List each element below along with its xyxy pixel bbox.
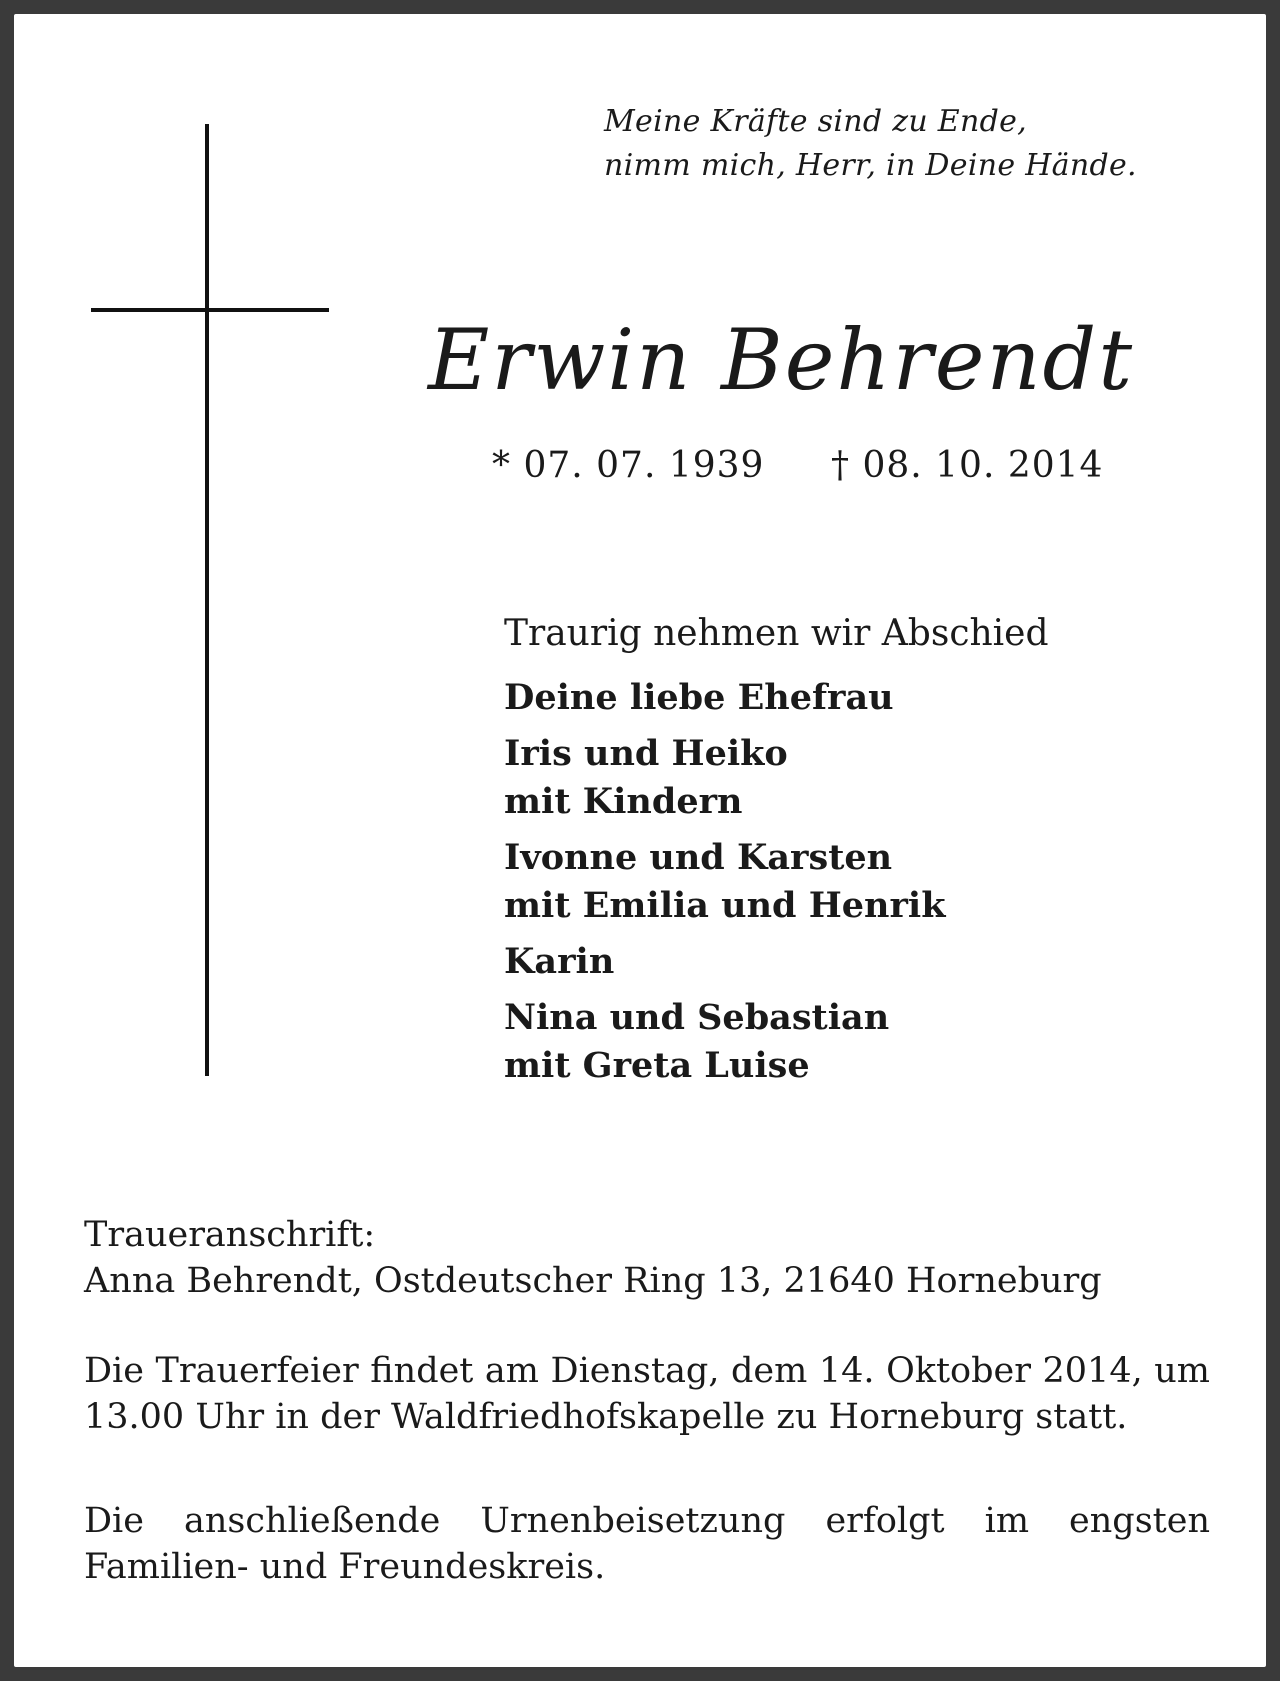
burial-info: Die anschließende Urnenbeisetzung erfolgt im engsten Familien- und Freundeskreis.	[84, 1501, 1210, 1587]
mourner-entry: Iris und Heiko mit Kindern	[504, 733, 788, 822]
mourner-entry: Deine liebe Ehefrau	[504, 677, 894, 718]
farewell-line: Traurig nehmen wir Abschied	[504, 613, 1049, 654]
ceremony-info: Die Trauerfeier findet am Dienstag, dem 14. Oktober 2014, um 13.00 Uhr in der Waldfriedhofskapelle zu Horneburg statt.	[84, 1351, 1210, 1437]
obituary-notice	[14, 14, 1266, 1667]
address-label: Traueranschrift:	[84, 1215, 376, 1255]
cross-icon-crossbar	[91, 308, 329, 312]
cross-icon	[205, 124, 209, 1076]
mourner-entry: Nina und Sebastian mit Greta Luise	[504, 997, 890, 1086]
mourner-entry: Ivonne und Karsten mit Emilia und Henrik	[504, 837, 946, 926]
address-text: Anna Behrendt, Ostdeutscher Ring 13, 21640 Horneburg	[84, 1261, 1102, 1301]
death-date: † 08. 10. 2014	[831, 445, 1104, 486]
mourners-list	[504, 674, 1064, 1098]
mourner-entry: Karin	[504, 941, 615, 982]
motto-verse: Meine Kräfte sind zu Ende, nimm mich, Herr, in Deine Hände.	[604, 104, 1137, 183]
birth-date: * 07. 07. 1939	[492, 445, 765, 486]
deceased-name: Erwin Behrendt	[428, 311, 1135, 409]
